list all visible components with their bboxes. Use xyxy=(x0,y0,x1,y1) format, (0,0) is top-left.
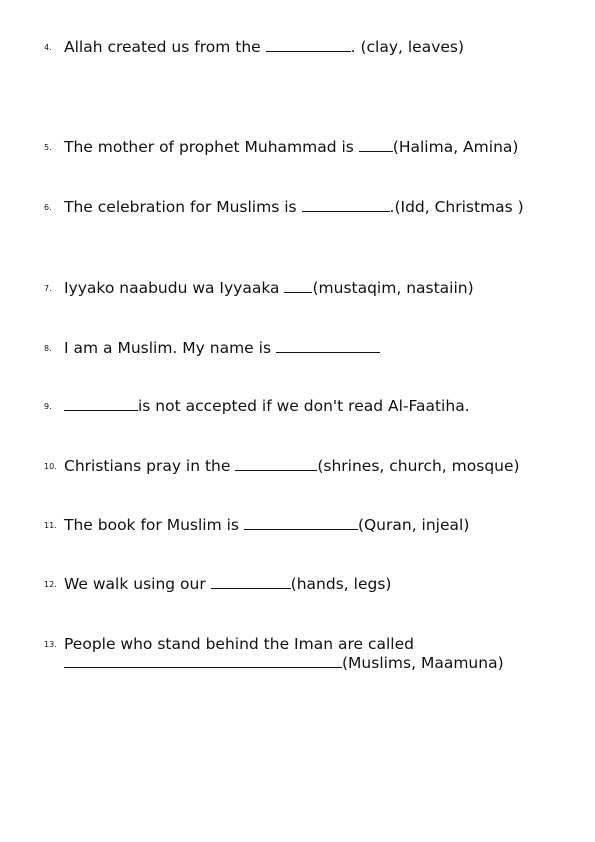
question-9 xyxy=(44,397,575,416)
answer-blank[interactable] xyxy=(244,517,358,530)
question-text: Allah created us from the xyxy=(64,38,266,56)
answer-blank[interactable] xyxy=(276,340,380,353)
question-options: (shrines, church, mosque) xyxy=(317,457,520,475)
question-options: is not accepted if we don't read Al-Faatiha. xyxy=(138,397,470,415)
question-10 xyxy=(44,457,575,476)
answer-blank[interactable] xyxy=(64,655,342,668)
question-options: (Quran, injeal) xyxy=(357,516,470,534)
question-options: (Halima, Amina) xyxy=(392,138,519,156)
question-8 xyxy=(44,339,575,358)
question-options: (mustaqim, nastaiin) xyxy=(312,279,474,297)
question-text: The celebration for Muslims is xyxy=(64,198,302,216)
question-text: Iyyako naabudu wa Iyyaaka xyxy=(64,279,285,297)
answer-blank[interactable] xyxy=(211,576,291,589)
question-text: I am a Muslim. My name is xyxy=(64,339,276,357)
question-options: (Muslims, Maamuna) xyxy=(342,654,504,672)
question-text: The book for Muslim is xyxy=(64,516,244,534)
question-options: .(Idd, Christmas ) xyxy=(389,198,524,216)
answer-blank[interactable] xyxy=(302,199,390,212)
question-number: 8. xyxy=(44,343,52,353)
question-number: 7. xyxy=(44,283,52,293)
question-number: 10. xyxy=(44,461,57,471)
question-text: We walk using our xyxy=(64,575,211,593)
question-number: 13. xyxy=(44,639,57,649)
question-text: People who stand behind the Iman are called xyxy=(64,635,414,653)
question-5 xyxy=(44,138,575,157)
answer-blank[interactable] xyxy=(359,139,393,152)
question-options: . (clay, leaves) xyxy=(350,38,465,56)
answer-blank[interactable] xyxy=(64,398,138,411)
answer-blank[interactable] xyxy=(266,39,351,52)
question-12 xyxy=(44,575,575,594)
answer-blank[interactable] xyxy=(284,280,312,293)
question-options: (hands, legs) xyxy=(290,575,392,593)
question-number: 9. xyxy=(44,401,52,411)
question-13 xyxy=(44,635,575,673)
answer-blank[interactable] xyxy=(235,458,317,471)
question-number: 12. xyxy=(44,579,57,589)
question-6 xyxy=(44,198,575,217)
question-text: Christians pray in the xyxy=(64,457,236,475)
question-number: 5. xyxy=(44,142,52,152)
question-11 xyxy=(44,516,575,535)
question-number: 6. xyxy=(44,202,52,212)
question-number: 4. xyxy=(44,42,52,52)
question-7 xyxy=(44,279,575,298)
question-number: 11. xyxy=(44,520,57,530)
question-text: The mother of prophet Muhammad is xyxy=(64,138,359,156)
question-answer-line xyxy=(44,654,575,673)
question-4 xyxy=(44,38,575,57)
